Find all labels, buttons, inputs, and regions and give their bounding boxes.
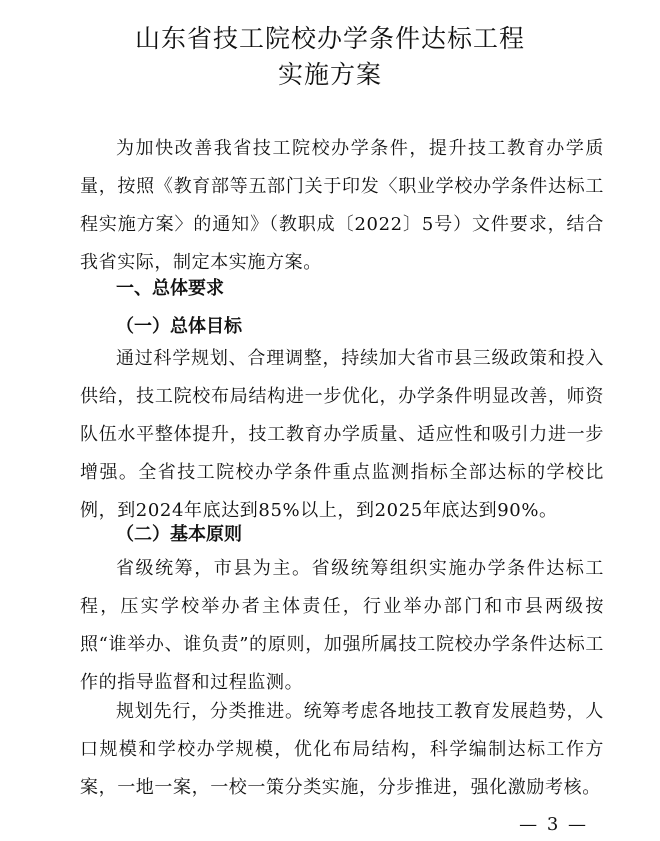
subsection-heading-basic-principles: （二）基本原则	[116, 524, 242, 545]
page-number: — 3 —	[519, 814, 588, 835]
document-title: 山东省技工院校办学条件达标工程	[134, 24, 525, 53]
overall-goal-paragraph: 通过科学规划、合理调整，持续加大省市县三级政策和投入供给，技工院校布局结构进一步优化，办学条件明显改善，师资队伍水平整体提升，技工教育办学质量、适应性和吸引力进一步增强。全省技工院校办学条件重点监测指标全部达标的学校比例，到2024年底达到85%以上，到2025年底达到90%。	[80, 348, 604, 521]
document-subtitle: 实施方案	[277, 60, 382, 89]
principle-paragraph-1: 省级统筹，市县为主。省级统筹组织实施办学条件达标工程，压实学校举办者主体责任，行业举办部门和市县两级按照“谁举办、谁负责”的原则，加强所属技工院校办学条件达标工作的指导监督和过程监测。	[80, 558, 604, 693]
principle-paragraph-2: 规划先行，分类推进。统筹考虑各地技工教育发展趋势，人口规模和学校办学规模，优化布局结构，科学编制达标工作方案，一地一案，一校一策分类实施，分步推进，强化激励考核。	[80, 701, 604, 798]
section-heading-general-requirements: 一、总体要求	[116, 278, 224, 299]
intro-paragraph: 为加快改善我省技工院校办学条件，提升技工教育办学质量，按照《教育部等五部门关于印发〈职业学校办学条件达标工程实施方案〉的通知》（教职成〔2022〕5号）文件要求，结合我省实际，制定本实施方案。	[80, 138, 604, 273]
subsection-heading-overall-goal: （一）总体目标	[116, 316, 242, 337]
